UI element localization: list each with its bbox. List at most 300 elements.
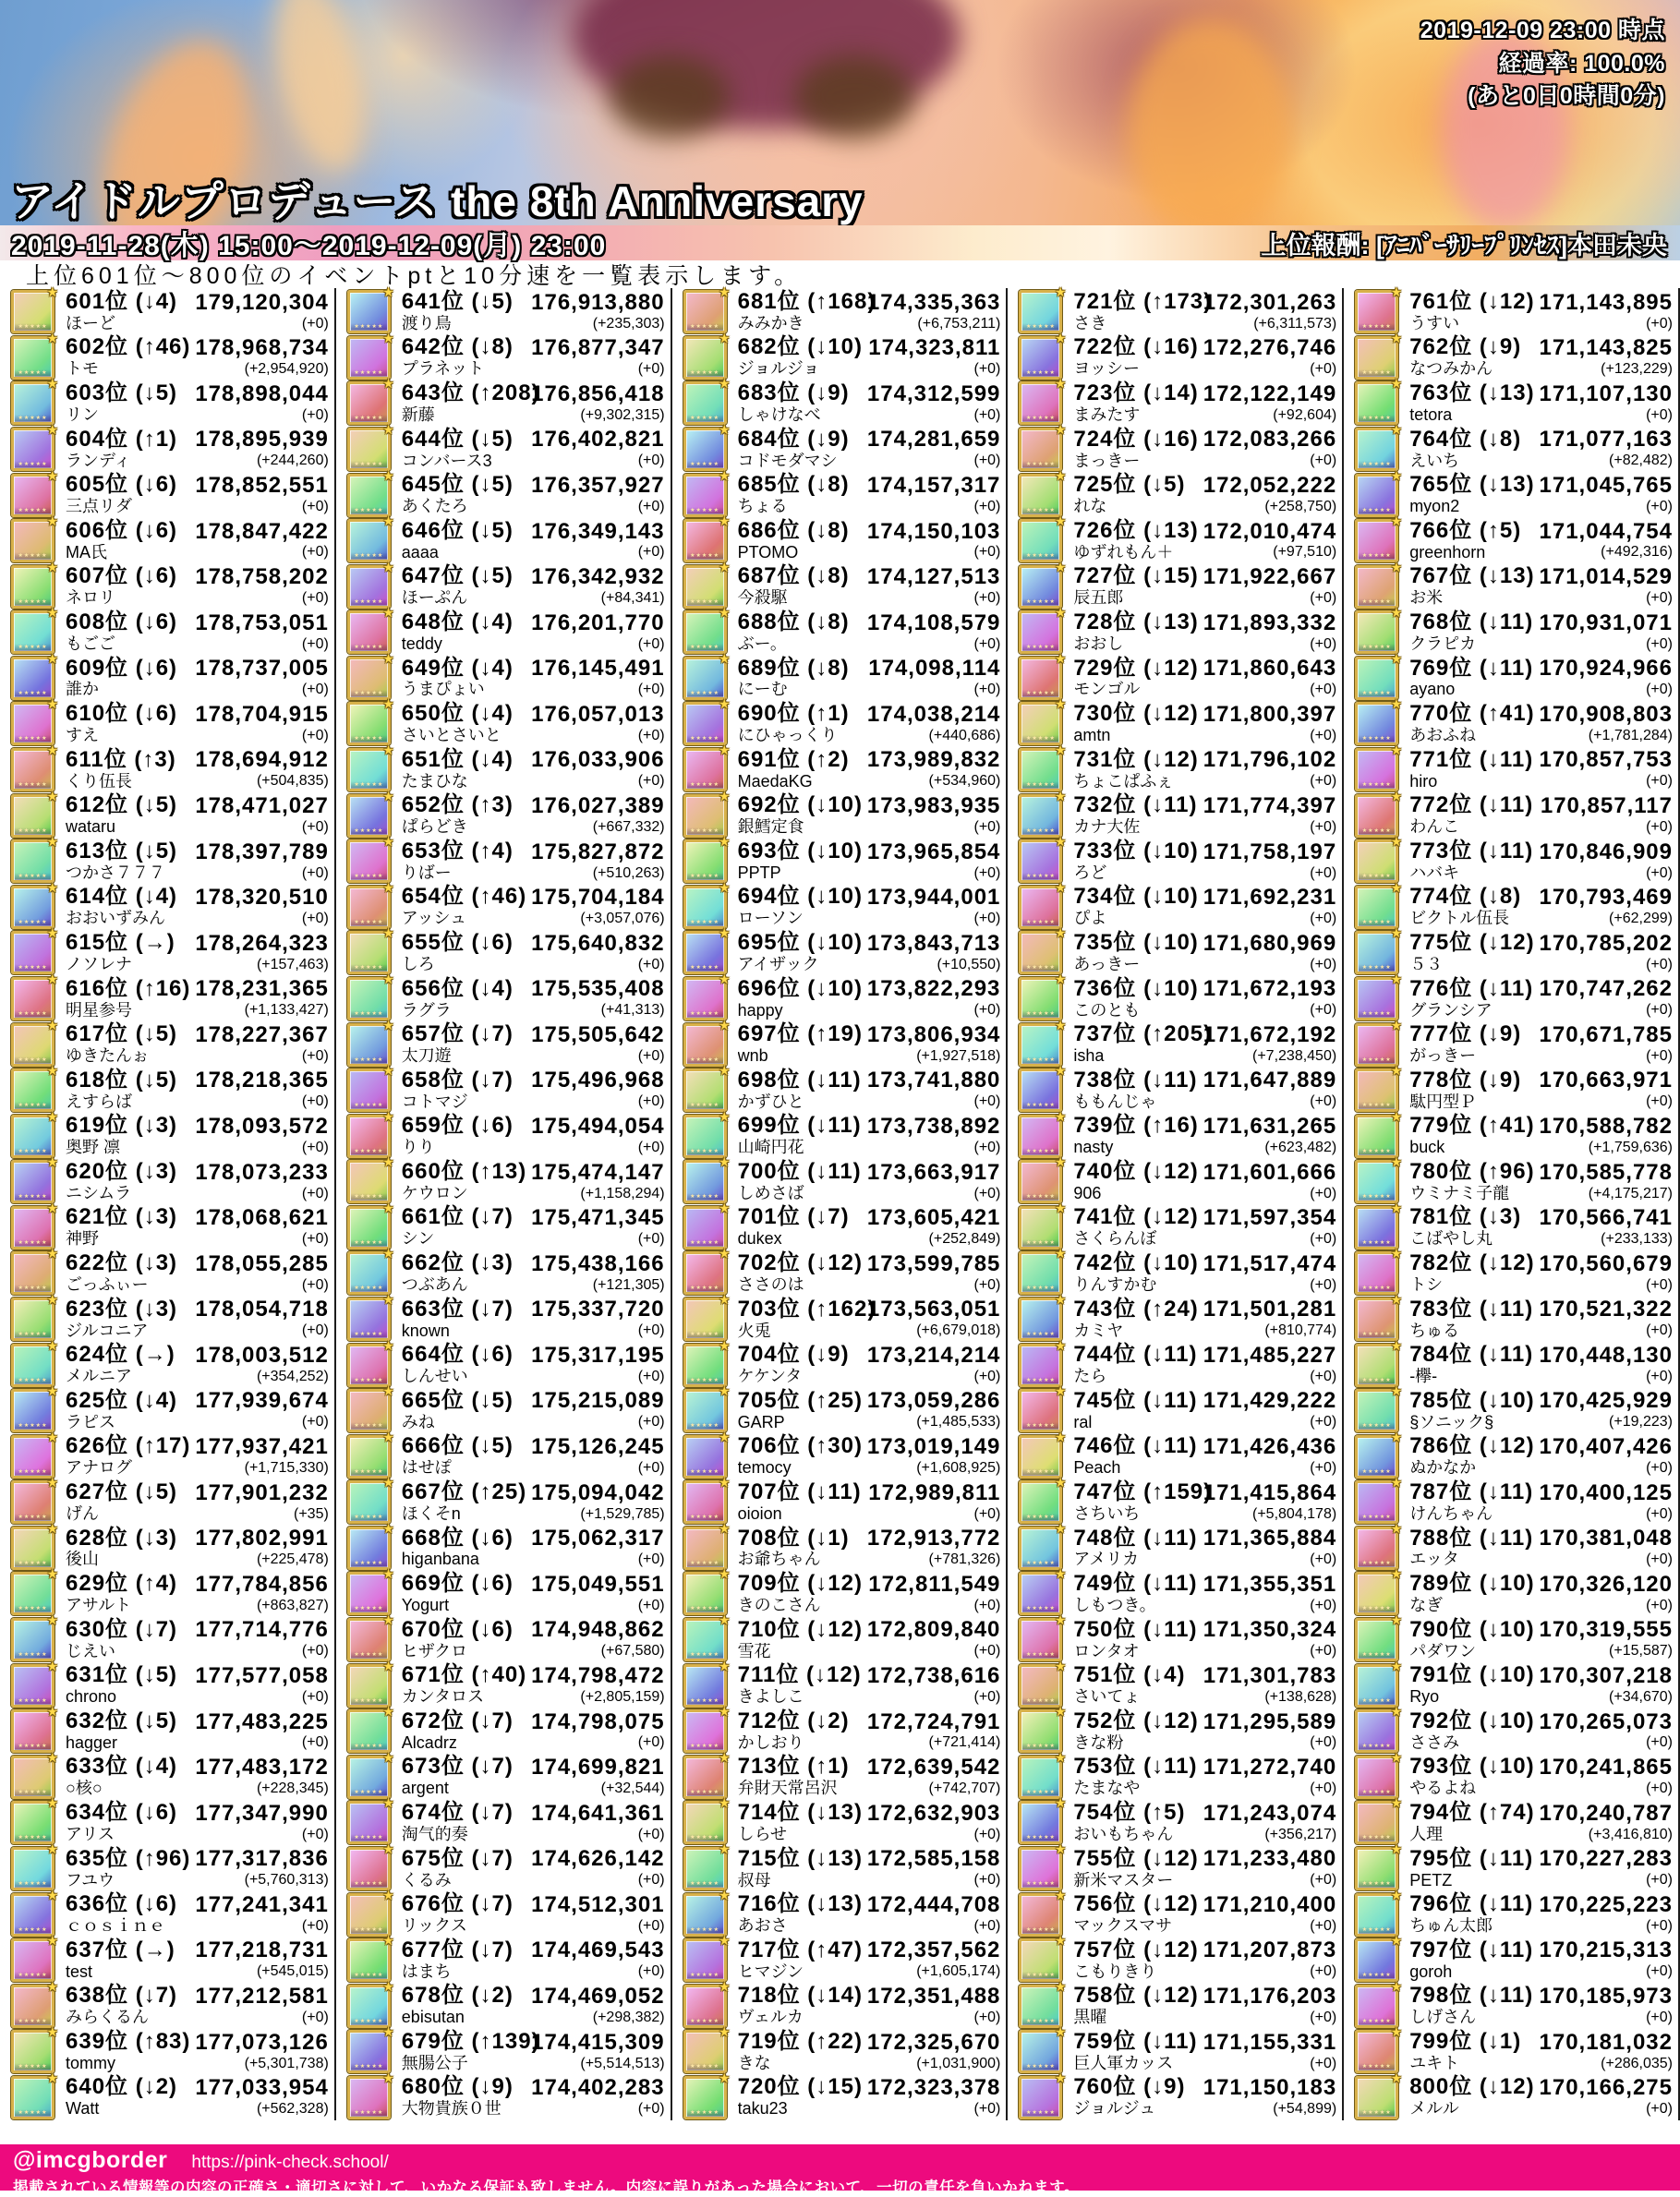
event-points: 175,438,166 [531,1250,665,1276]
ranking-row [11,1475,329,1526]
rank-and-change: 742位 (↓10) [1073,1250,1199,1276]
points-gain-10min: (+0) [1310,2055,1337,2071]
potential-stars-icon: ★★★★★ [351,1285,387,1292]
event-points: 171,429,222 [1203,1388,1337,1414]
rarity-star-icon: ★ [382,1063,394,1079]
event-points: 173,806,934 [866,1021,1001,1047]
points-gain-10min: (+0) [301,864,329,881]
player-avatar [347,1429,394,1479]
event-points: 172,325,670 [866,2029,1001,2055]
event-points: 172,323,378 [866,2075,1001,2101]
rank-name-block [66,1893,195,1936]
rarity-star-icon: ★ [719,1337,731,1353]
rank-name-block [1073,1893,1203,1936]
ranking-row [1019,1017,1337,1068]
ranking-row [1355,1978,1673,2029]
rarity-star-icon: ★ [1390,1887,1403,1902]
potential-stars-icon: ★★★★★ [351,827,387,835]
rank-and-change: 743位 (↑24) [1073,1296,1199,1322]
rarity-star-icon: ★ [46,1108,58,1124]
points-block [1203,1939,1336,1980]
ranking-row [347,834,665,885]
potential-stars-icon: ★★★★★ [15,1468,51,1476]
rank-name-block [66,611,195,654]
event-points: 174,108,579 [866,610,1001,635]
site-url-link[interactable]: https://pink-check.school/ [191,2153,389,2172]
rank-name-block [1073,2076,1203,2119]
player-avatar [11,1749,58,1799]
player-avatar [11,605,58,654]
player-name: あおさ [737,1917,788,1936]
points-block [1203,1571,1337,1614]
rarity-star-icon: ★ [382,1841,394,1856]
points-block [1539,1662,1673,1706]
player-name: Watt [66,2100,100,2119]
points-gain-10min: (+0) [301,498,329,514]
points-gain-10min: (+0) [1646,1460,1673,1477]
rank-name-block [1073,1069,1203,1112]
player-avatar [683,834,731,883]
ranking-row [11,1749,329,1801]
ranking-row [347,1566,665,1617]
ranking-row [683,1795,1001,1846]
rarity-star-icon: ★ [719,1154,731,1170]
points-block [531,1159,665,1202]
event-points: 170,265,073 [1539,1708,1673,1734]
player-avatar [1019,696,1067,745]
rank-name-block [1409,1939,1539,1982]
rank-and-change: 671位 (↑40) [401,1662,527,1688]
player-name: 太刀遊 [401,1047,452,1066]
points-gain-10min: (+0) [973,635,1001,652]
points-block [867,978,1000,1019]
potential-stars-icon: ★★★★★ [15,369,51,377]
rank-name-block [738,336,869,379]
potential-stars-icon: ★★★★★ [1022,1514,1058,1521]
ranking-row [683,879,1001,931]
event-title: アイドルプロデュース the 8th Anniversary [11,177,864,225]
rank-name-block [1073,1021,1213,1066]
ranking-row [347,1704,665,1755]
event-points: 170,185,973 [1539,1984,1673,2009]
points-block [195,1479,329,1523]
rarity-star-icon: ★ [382,1292,394,1307]
rank-and-change: 723位 (↓14) [1073,380,1199,406]
player-name: ローソン [737,910,804,928]
ranking-row [1019,1154,1337,1205]
points-block [531,1756,664,1797]
player-avatar [1019,1108,1067,1158]
ranking-row [1019,650,1337,702]
player-name: argent [401,1780,449,1798]
points-gain-10min: (+34,670) [1609,1688,1673,1705]
event-points: 171,647,889 [1203,1068,1337,1093]
event-points: 173,822,293 [866,976,1001,1002]
rarity-star-icon: ★ [46,971,58,986]
rank-name-block [1073,336,1203,379]
rank-name-block [1409,1023,1539,1066]
rarity-star-icon: ★ [46,284,58,300]
potential-stars-icon: ★★★★★ [1022,1560,1058,1567]
points-gain-10min: (+0) [1310,635,1337,652]
potential-stars-icon: ★★★★★ [15,735,51,742]
points-gain-10min: (+0) [973,1368,1001,1384]
event-points: 178,218,365 [195,1068,329,1093]
event-points: 173,605,421 [866,1205,1001,1231]
potential-stars-icon: ★★★★★ [687,735,723,742]
potential-stars-icon: ★★★★★ [1359,415,1395,422]
rarity-star-icon: ★ [1054,650,1067,666]
player-avatar [683,513,731,562]
player-avatar [11,1475,58,1524]
points-block [531,701,665,744]
ranking-row [1019,1292,1337,1343]
potential-stars-icon: ★★★★★ [1022,369,1058,377]
rank-and-change: 653位 (↑4) [401,838,514,863]
ranking-row [11,788,329,839]
ranking-row [1355,2024,1673,2075]
rarity-star-icon: ★ [382,330,394,345]
potential-stars-icon: ★★★★★ [1022,644,1058,651]
player-avatar [1019,650,1067,700]
rank-and-change: 618位 (↓5) [66,1067,178,1092]
rank-name-block [738,565,867,608]
potential-stars-icon: ★★★★★ [1359,2109,1395,2117]
points-gain-10min: (+0) [301,2009,329,2025]
event-points: 174,038,214 [866,701,1001,727]
points-block [531,380,665,424]
ranking-row [11,834,329,885]
player-name: ハバキ [1409,863,1460,882]
event-points: 175,535,408 [531,976,665,1002]
points-gain-10min: (+5,804,178) [1252,1505,1337,1522]
player-name: カナ大佐 [1073,818,1141,837]
player-name: コンバース3 [401,452,492,470]
rank-name-block [1073,1616,1203,1661]
event-points: 172,052,222 [1203,472,1337,498]
rank-name-block [737,975,867,1020]
points-gain-10min: (+0) [637,682,665,698]
player-avatar [1019,1017,1067,1067]
player-avatar [11,2024,58,2073]
event-points: 178,471,027 [195,792,329,818]
rarity-star-icon: ★ [719,696,731,712]
player-name: ちゅる [1409,1322,1460,1340]
rarity-star-icon: ★ [1390,1566,1403,1582]
points-gain-10min: (+0) [1646,773,1673,790]
rank-name-block [1073,426,1203,471]
ranking-row [683,1429,1001,1479]
rank-and-change: 778位 (↓9) [1409,1067,1522,1092]
potential-stars-icon: ★★★★★ [1022,1422,1058,1430]
rarity-star-icon: ★ [382,1978,394,1994]
player-name: temocy [737,1459,792,1478]
rarity-star-icon: ★ [719,1246,731,1261]
player-name: あおふね [1409,727,1477,745]
rarity-star-icon: ★ [1390,1154,1403,1170]
points-block [868,1479,1001,1523]
player-name: はせぽ [401,1459,452,1478]
rank-name-block [1073,1845,1203,1890]
player-avatar [347,925,394,974]
rank-name-block [738,1664,867,1707]
points-gain-10min: (+0) [973,544,1001,561]
potential-stars-icon: ★★★★★ [1359,323,1395,331]
points-gain-10min: (+3,057,076) [580,911,665,927]
points-block [195,1756,328,1797]
rank-and-change: 758位 (↓12) [1073,1983,1199,2009]
player-avatar [683,1704,731,1753]
rarity-star-icon: ★ [719,1841,731,1856]
potential-stars-icon: ★★★★★ [15,507,51,514]
event-points: 170,407,426 [1539,1434,1673,1460]
ranking-row [347,1887,665,1937]
player-name: にーむ [737,681,788,699]
player-name: メルニア [66,1368,132,1386]
rarity-star-icon: ★ [719,1978,731,1994]
ranking-row [683,650,1001,702]
player-name: トシ [1409,1276,1444,1294]
player-name: ちょこぱふぇ [1073,772,1174,791]
points-gain-10min: (+0) [1310,1185,1337,1201]
player-avatar [683,1658,731,1708]
points-block [1540,1986,1673,2026]
player-name: しろ [401,955,435,973]
player-name: 新米マスター [1073,1871,1174,1889]
player-name: ｃｏｓｉｎｅ [66,1917,165,1936]
rarity-star-icon: ★ [719,2070,731,2085]
potential-stars-icon: ★★★★★ [351,1560,387,1567]
points-gain-10min: (+4,175,217) [1588,1185,1673,1201]
player-name: ジョルジュ [1073,2100,1156,2119]
points-gain-10min: (+0) [1310,453,1337,469]
points-gain-10min: (+0) [973,1826,1001,1842]
potential-stars-icon: ★★★★★ [1022,1468,1058,1476]
event-points: 172,632,903 [866,1800,1001,1826]
player-avatar [1019,879,1067,929]
rank-name-block [402,1893,531,1936]
points-block [195,1436,328,1477]
rank-and-change: 738位 (↓11) [1073,1067,1198,1092]
rank-name-block [1409,1252,1539,1295]
ranking-row [683,422,1001,473]
player-name: 明星参号 [66,1001,132,1020]
player-avatar [683,1520,731,1570]
potential-stars-icon: ★★★★★ [1022,1056,1058,1064]
points-block [531,1891,665,1935]
ranking-row [683,1383,1001,1434]
event-points: 175,317,195 [531,1342,665,1368]
rarity-star-icon: ★ [382,1429,394,1444]
ranking-row [1019,1841,1337,1892]
points-block [867,749,1000,790]
player-avatar [1355,650,1403,700]
rank-and-change: 662位 (↓3) [401,1250,514,1276]
rank-name-block [402,1527,531,1570]
potential-stars-icon: ★★★★★ [15,1239,51,1247]
rank-name-block [401,1845,531,1890]
player-name: 巨人軍カッス [1073,2054,1174,2072]
rank-and-change: 693位 (↓10) [737,838,863,863]
event-points: 177,714,776 [195,1617,329,1643]
player-avatar [1355,1429,1403,1479]
potential-stars-icon: ★★★★★ [351,369,387,377]
points-block [1539,701,1673,744]
points-block [867,1298,1000,1339]
player-name: 弁財天常呂沢 [737,1780,838,1798]
rank-name-block [1409,1481,1539,1524]
event-points: 171,517,474 [1203,1250,1337,1276]
potential-stars-icon: ★★★★★ [1022,2109,1058,2117]
rank-name-block [66,1435,195,1478]
event-points: 177,212,581 [195,1984,329,2009]
rank-name-block [401,2028,540,2073]
points-gain-10min: (+5,514,513) [580,2055,665,2071]
potential-stars-icon: ★★★★★ [351,598,387,606]
rank-name-block [738,1756,867,1798]
points-gain-10min: (+492,316) [1601,544,1673,561]
event-points: 171,860,643 [1203,656,1337,682]
points-gain-10min: (+0) [637,1322,665,1339]
player-avatar [1019,1292,1067,1341]
ranking-row [347,1154,665,1205]
rarity-star-icon: ★ [382,1520,394,1536]
potential-stars-icon: ★★★★★ [1359,690,1395,697]
player-avatar [1355,330,1403,380]
player-avatar [11,1337,58,1387]
player-name: 淘气的奏 [401,1825,468,1843]
rank-name-block [738,1939,867,1982]
points-gain-10min: (+0) [637,2101,665,2118]
player-avatar [683,1933,731,1982]
event-points: 171,680,969 [1203,930,1337,956]
rank-and-change: 654位 (↑46) [401,884,527,910]
potential-stars-icon: ★★★★★ [1359,1239,1395,1247]
rank-and-change: 624位 (→) [66,1342,175,1368]
ranking-row [683,1108,1001,1159]
rarity-star-icon: ★ [382,1566,394,1582]
rank-and-change: 641位 (↓5) [401,288,514,314]
rarity-star-icon: ★ [382,696,394,712]
rank-and-change: 635位 (↑96) [66,1845,191,1871]
ranking-row [1019,925,1337,976]
points-block [531,1390,664,1430]
rank-and-change: 709位 (↓12) [737,1571,863,1597]
player-name: PPTP [737,863,781,882]
ranking-row [347,605,665,656]
rarity-star-icon: ★ [1054,1933,1067,1949]
points-gain-10min: (+0) [1646,956,1673,972]
rank-name-block [738,1023,867,1066]
rarity-star-icon: ★ [1390,1429,1403,1444]
event-points: 178,227,367 [195,1021,329,1047]
rank-and-change: 639位 (↑83) [66,2028,191,2054]
rank-and-change: 690位 (↑1) [737,701,850,727]
ranking-row [1019,742,1337,793]
player-name: 山崎円花 [737,1139,804,1157]
rank-name-block [737,655,869,700]
event-points: 174,798,075 [531,1708,665,1734]
player-avatar [347,1383,394,1432]
potential-stars-icon: ★★★★★ [1022,735,1058,742]
potential-stars-icon: ★★★★★ [687,1926,723,1934]
rank-name-block [401,380,540,425]
points-gain-10min: (+0) [1646,2101,1673,2118]
ranking-row [11,1887,329,1937]
potential-stars-icon: ★★★★★ [1022,1102,1058,1109]
rank-name-block [66,1664,195,1707]
points-gain-10min: (+504,835) [256,773,329,790]
points-gain-10min: (+440,686) [928,727,1001,743]
points-gain-10min: (+0) [1646,1368,1673,1384]
player-name: メルル [1409,2100,1459,2119]
rarity-star-icon: ★ [1390,1246,1403,1261]
player-name: あくたろ [401,498,468,516]
points-gain-10min: (+0) [637,727,665,743]
player-avatar [11,1612,58,1661]
potential-stars-icon: ★★★★★ [351,323,387,331]
points-gain-10min: (+1,608,925) [916,1460,1001,1477]
potential-stars-icon: ★★★★★ [1359,1560,1395,1567]
player-avatar [347,879,394,929]
player-name: ヒマジン [737,1962,804,1981]
rarity-star-icon: ★ [46,742,58,758]
points-block [1539,518,1673,561]
rank-name-block [1073,1664,1203,1707]
rarity-star-icon: ★ [46,879,58,895]
player-name: しんせい [401,1368,468,1386]
ranking-row [1019,467,1337,518]
player-avatar [1355,1978,1403,2028]
event-points: 178,003,512 [195,1342,329,1368]
rarity-star-icon: ★ [719,1933,731,1949]
player-name: ゆきたんぉ [66,1047,149,1066]
event-points: 178,737,005 [195,656,329,682]
rank-name-block [1073,1387,1203,1432]
rank-name-block [1073,474,1203,516]
points-gain-10min: (+0) [973,453,1001,469]
player-avatar [347,1841,394,1890]
rank-name-block [1409,975,1539,1020]
rarity-star-icon: ★ [1390,834,1403,850]
rank-and-change: 663位 (↓7) [401,1296,514,1322]
rank-and-change: 718位 (↓14) [737,1983,863,2009]
points-block [195,566,328,607]
potential-stars-icon: ★★★★★ [687,690,723,697]
points-block [1539,1479,1673,1523]
potential-stars-icon: ★★★★★ [351,1331,387,1338]
player-name: MaedaKG [737,772,813,791]
rarity-star-icon: ★ [46,925,58,941]
rarity-star-icon: ★ [1054,284,1067,300]
ranking-row [347,1292,665,1343]
points-block [1203,1342,1337,1385]
points-gain-10min: (+0) [1646,864,1673,881]
points-gain-10min: (+0) [973,818,1001,835]
rank-name-block [401,517,531,562]
ranking-row [11,422,329,473]
ranking-row [347,422,665,473]
rank-name-block [402,1985,531,2027]
points-block [867,1390,1000,1430]
player-name: Ryo [1409,1688,1440,1707]
points-gain-10min: (+0) [637,1551,665,1568]
ranking-row [11,1795,329,1846]
rank-name-block [738,840,867,883]
potential-stars-icon: ★★★★★ [1359,1377,1395,1384]
points-block [531,472,665,515]
event-points: 170,857,753 [1539,747,1673,773]
